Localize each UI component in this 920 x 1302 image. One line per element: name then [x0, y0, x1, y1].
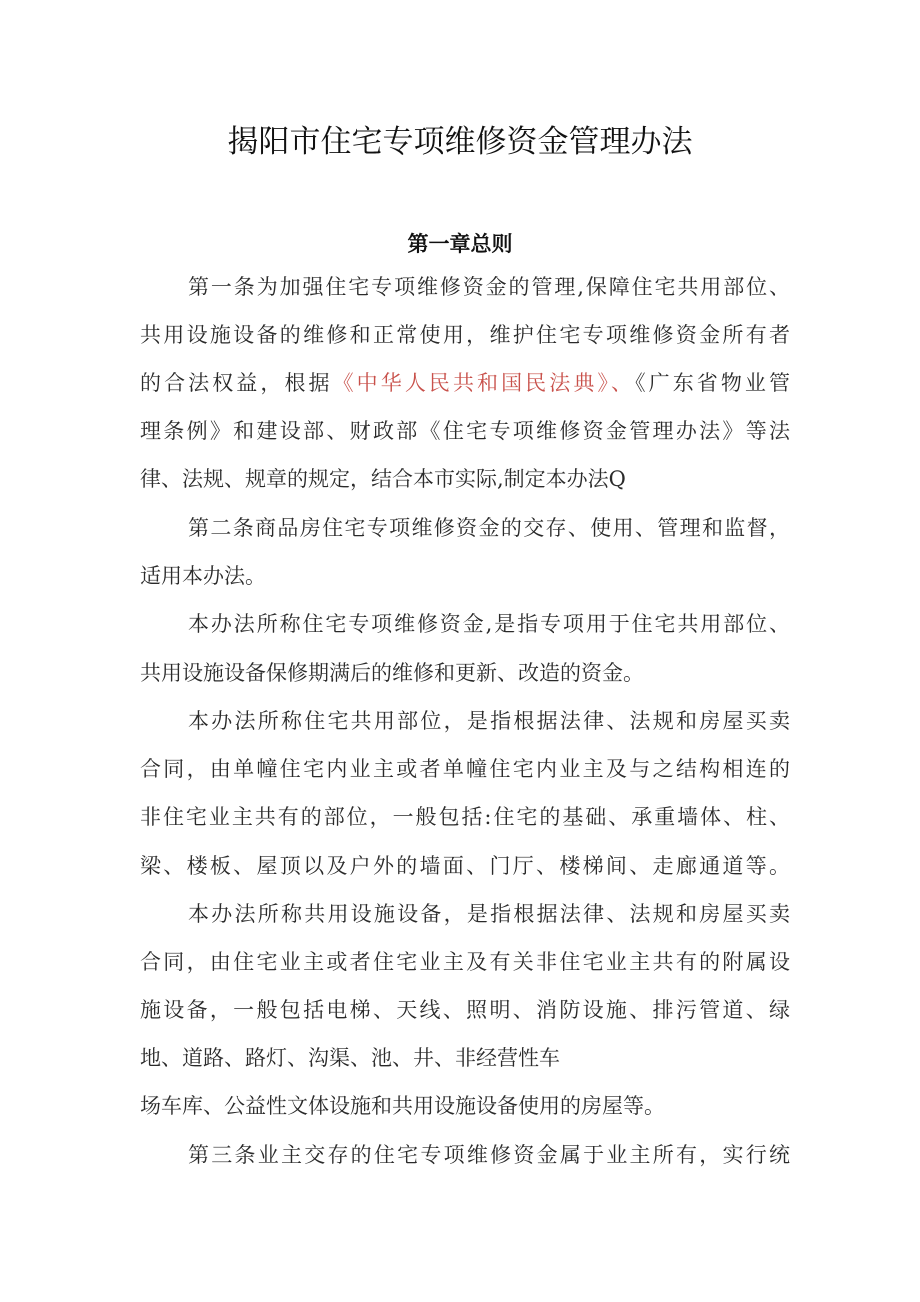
paragraph-line	[140, 799, 790, 835]
line-text: 本办法所称共用设施设备，是指根据法律、法规和房屋买卖	[188, 902, 790, 926]
paragraph-line	[140, 751, 790, 787]
line-text: 共用设施设备的维修和正常使用，维护住宅专项维修资金所有者	[140, 323, 790, 347]
line-text: 合同，由住宅业主或者住宅业主及有关非住宅业主共有的附属设	[140, 950, 790, 974]
paragraph-line	[140, 1040, 790, 1076]
line-text: 场车库、公益性文体设施和共用设施设备使用的房屋等。	[140, 1094, 665, 1118]
line-text: 本办法所称住宅共用部位，是指根据法律、法规和房屋买卖	[188, 709, 790, 733]
line-text: 施设备，一般包括电梯、天线、照明、消防设施、排污管道、绿	[140, 998, 790, 1022]
paragraph-line	[140, 848, 790, 884]
paragraph-line	[140, 365, 790, 401]
line-text: 《广东省物业管	[635, 371, 791, 395]
paragraph-line	[188, 510, 790, 546]
paragraph-line	[188, 703, 790, 739]
paragraph-line	[140, 461, 790, 497]
line-text: 第三条业主交存的住宅专项维修资金属于业主所有，实行统	[188, 1143, 790, 1167]
paragraph-line	[140, 1088, 790, 1124]
paragraph-line	[140, 992, 790, 1028]
line-text: 非住宅业主共有的部位，一般包括:住宅的基础、承重墙体、柱、	[140, 805, 790, 829]
paragraph-line	[188, 606, 790, 642]
paragraph-line	[140, 944, 790, 980]
line-text: 地、道路、路灯、沟渠、池、井、非经营性车	[140, 1046, 560, 1070]
citation-civil-code: 《中华人民共和国民法典》、	[332, 371, 636, 395]
paragraph-line	[140, 413, 790, 449]
chapter-heading: 第一章总则	[407, 232, 513, 256]
line-text: 第一条为加强住宅专项维修资金的管理,保障住宅共用部位、	[188, 275, 790, 299]
line-text: 共用设施设备保修期满后的维修和更新、改造的资金。	[140, 661, 644, 685]
line-text: 的合法权益，根据	[140, 371, 333, 395]
line-text: 本办法所称住宅专项维修资金,是指专项用于住宅共用部位、	[188, 612, 790, 636]
line-text: 梁、楼板、屋顶以及户外的墙面、门厅、楼梯间、走廊通道等。	[140, 854, 790, 878]
line-text: 律、法规、规章的规定，结合本市实际,制定本办法Q	[140, 467, 626, 491]
line-text: 理条例》和建设部、财政部《住宅专项维修资金管理办法》等法	[140, 419, 790, 443]
paragraph-line	[188, 1137, 790, 1173]
document-title: 揭阳市住宅专项维修资金管理办法	[227, 124, 693, 160]
line-text: 第二条商品房住宅专项维修资金的交存、使用、管理和监督，	[188, 516, 790, 540]
paragraph-line	[188, 269, 790, 305]
line-text: 适用本办法。	[140, 564, 266, 588]
paragraph-line	[140, 317, 790, 353]
line-text: 合同，由单幢住宅内业主或者单幢住宅内业主及与之结构相连的	[140, 757, 790, 781]
paragraph-line	[140, 655, 790, 691]
paragraph-line	[140, 558, 790, 594]
paragraph-line	[188, 896, 790, 932]
